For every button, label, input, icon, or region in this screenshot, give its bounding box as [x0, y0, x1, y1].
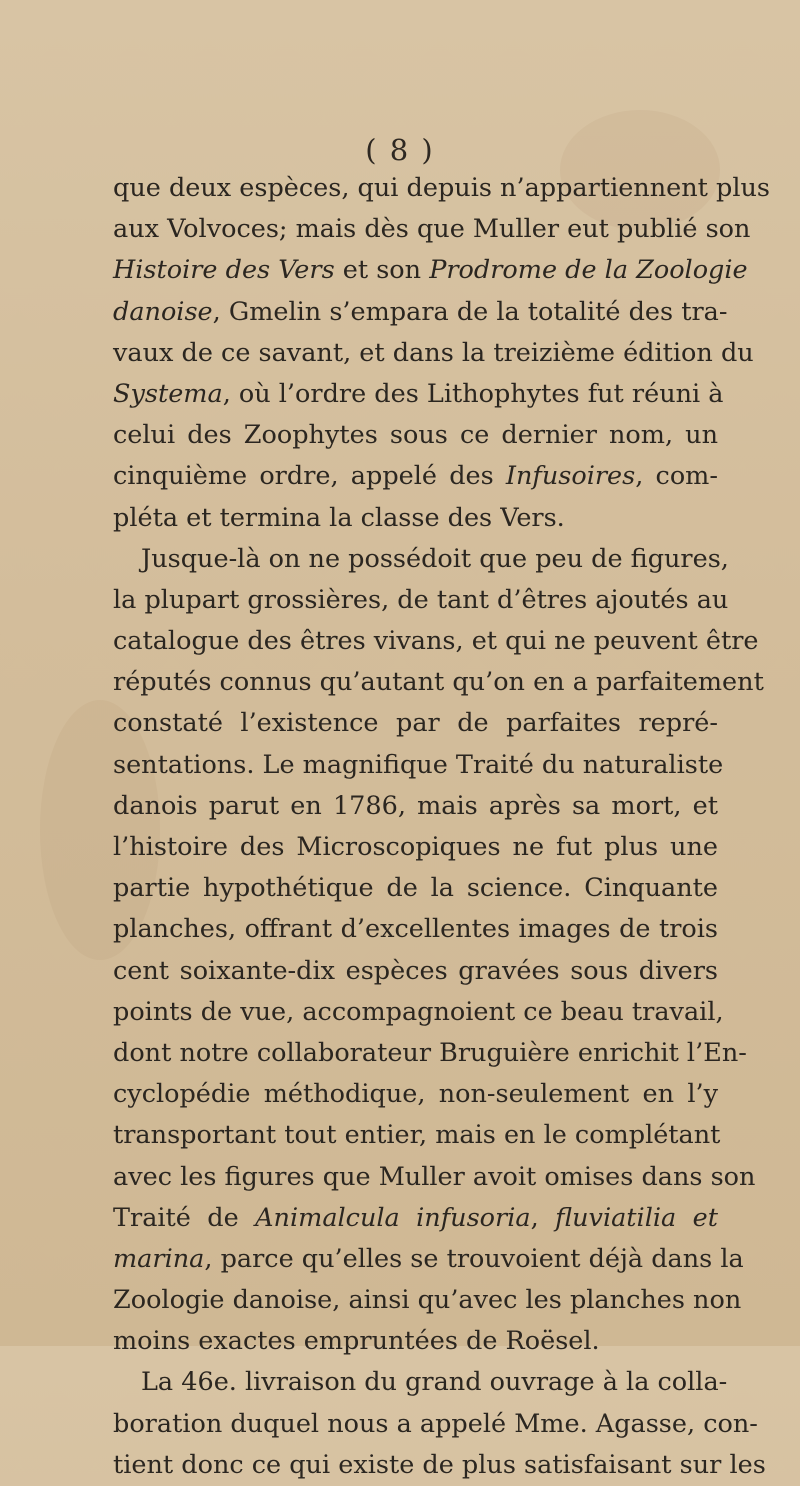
- text-segment: cent soixante-dix espèces gravées sous divers: [113, 955, 718, 986]
- text-line: [113, 745, 724, 786]
- text-segment: Traité de: [113, 1202, 256, 1233]
- text-segment: , Gmelin s’empara de la totalité des tra-: [212, 296, 728, 327]
- italic-segment: et: [692, 1202, 718, 1233]
- text-segment: transportant tout entier, mais en le complétant: [113, 1120, 721, 1151]
- text-line: [113, 1321, 718, 1362]
- text-segment: sentations. Le magnifique Traité du naturaliste: [113, 749, 724, 780]
- page-number: ( 8 ): [365, 133, 435, 167]
- text-segment: l’histoire des Microscopiques ne fut plus une: [113, 832, 718, 862]
- text-segment: boration duquel nous a appelé Mme. Agasse, con-: [113, 1408, 758, 1439]
- text-segment: Zoologie danoise, ainsi qu’avec les planches non: [113, 1285, 742, 1316]
- text-line: [113, 539, 729, 580]
- italic-segment: Prodrome de la Zoologie: [429, 255, 748, 286]
- text-segment: catalogue des êtres vivans, et qui ne peuvent être: [113, 626, 759, 657]
- text-segment: tient donc ce qui existe de plus satisfaisant sur les: [113, 1449, 766, 1480]
- text-segment: , où l’ordre des Lithophytes fut réuni à: [222, 378, 724, 409]
- text-segment: , com-: [635, 461, 718, 492]
- italic-segment: marina: [113, 1243, 205, 1274]
- text-line: [113, 209, 751, 250]
- text-segment: aux Volvoces; mais dès que Muller eut publié son: [113, 214, 751, 245]
- text-line: [113, 992, 724, 1033]
- text-segment: constaté l’existence par de parfaites repré-: [113, 708, 718, 739]
- text-segment: danois parut en 1786, mais après sa mort, et: [113, 790, 718, 821]
- text-segment: celui des Zoophytes sous ce dernier nom, un: [113, 420, 718, 451]
- text-line: [113, 250, 748, 291]
- text-line: [113, 909, 718, 950]
- italic-segment: fluviatilia: [555, 1202, 677, 1233]
- text-line: [113, 1445, 766, 1486]
- text-line: [113, 292, 728, 333]
- text-segment: cyclopédie méthodique, non-seulement en l’y: [113, 1079, 718, 1110]
- italic-segment: Systema: [113, 378, 223, 409]
- text-line: [113, 827, 718, 868]
- italic-segment: danoise: [113, 296, 213, 327]
- italic-segment: Animalcula infusoria: [255, 1202, 531, 1233]
- text-line: [113, 703, 718, 744]
- text-segment: moins exactes empruntées de Roësel.: [113, 1326, 600, 1357]
- text-line: [113, 456, 718, 497]
- italic-segment: Histoire des Vers: [113, 255, 335, 286]
- text-segment: Jusque-là on ne possédoit que peu de figures,: [141, 543, 729, 574]
- text-line: [113, 415, 718, 456]
- text-line: [113, 951, 718, 992]
- text-segment: vaux de ce savant, et dans la treizième édition du: [113, 337, 754, 368]
- text-line: [113, 1404, 758, 1445]
- text-segment: et son: [334, 255, 430, 286]
- text-line: [113, 662, 764, 703]
- text-line: [113, 1033, 747, 1074]
- text-segment: réputés connus qu’autant qu’on en a parfaitement: [113, 667, 764, 698]
- text-segment: planches, offrant d’excellentes images de trois: [113, 914, 718, 945]
- text-line: [113, 1239, 744, 1280]
- text-line: [113, 868, 718, 909]
- text-line: [113, 374, 724, 415]
- text-line: [113, 1280, 742, 1321]
- text-line: [113, 168, 771, 209]
- text-line: [113, 1074, 718, 1115]
- text-line: [113, 333, 754, 374]
- text-line: [113, 498, 718, 539]
- text-segment: [676, 1203, 692, 1233]
- text-segment: pléta et termina la classe des Vers.: [113, 502, 565, 533]
- text-segment: , parce qu’elles se trouvoient déjà dans la: [204, 1243, 744, 1274]
- text-line: [113, 1115, 721, 1156]
- text-segment: partie hypothétique de la science. Cinquante: [113, 873, 718, 904]
- text-line: [113, 786, 718, 827]
- text-segment: ,: [530, 1202, 556, 1233]
- text-line: [113, 1157, 756, 1198]
- text-segment: points de vue, accompagnoient ce beau travail,: [113, 996, 724, 1027]
- text-segment: La 46e. livraison du grand ouvrage à la colla-: [141, 1367, 728, 1398]
- text-line: [113, 1198, 718, 1239]
- italic-segment: Infusoires: [505, 461, 636, 492]
- text-segment: la plupart grossières, de tant d’êtres ajoutés au: [113, 584, 729, 615]
- text-line: [113, 580, 729, 621]
- text-segment: que deux espèces, qui depuis n’appartiennent plus: [113, 173, 771, 203]
- text-segment: avec les figures que Muller avoit omises dans son: [113, 1161, 756, 1192]
- text-segment: dont notre collaborateur Bruguière enrichit l’En-: [113, 1037, 747, 1068]
- text-line: [113, 621, 759, 662]
- text-segment: cinquième ordre, appelé des: [113, 461, 506, 492]
- text-line: [113, 1362, 728, 1403]
- body-text: [113, 168, 771, 1486]
